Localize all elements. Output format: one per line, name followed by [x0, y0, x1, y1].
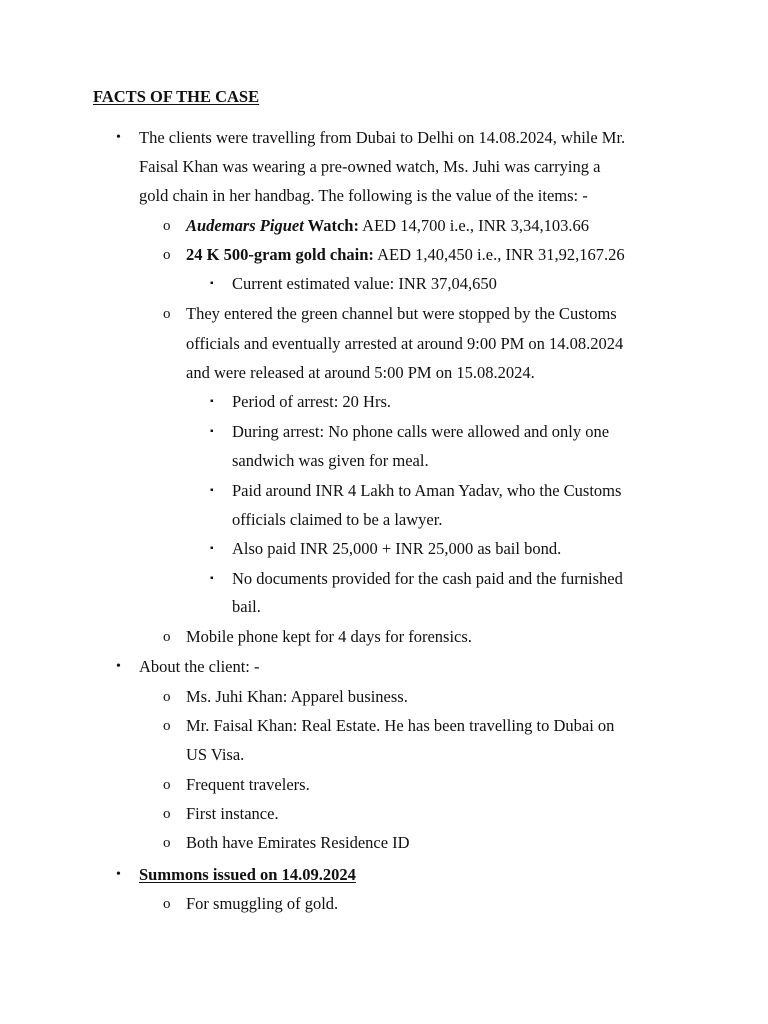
entry-line: officials and eventually arrested at around 9:00 PM on 14.08.2024 — [186, 334, 624, 353]
sub-bullet-marker: o — [163, 718, 171, 734]
sub-bullet-marker: o — [163, 247, 171, 263]
arrest-detail-line: officials claimed to be a lawyer. — [232, 510, 443, 529]
entry-line: They entered the green channel but were stopped by the Customs — [186, 304, 617, 323]
arrest-detail-line: sandwich was given for meal. — [232, 451, 429, 470]
client-detail-line: Mr. Faisal Khan: Real Estate. He has been travelling to Dubai on — [186, 716, 615, 735]
square-bullet-marker: ▪ — [210, 278, 214, 289]
client-detail-line: Both have Emirates Residence ID — [186, 833, 410, 852]
square-bullet-marker: ▪ — [210, 426, 214, 437]
client-detail-line: Frequent travelers. — [186, 775, 310, 794]
client-detail-line: First instance. — [186, 804, 279, 823]
chain-current-value: Current estimated value: INR 37,04,650 — [232, 274, 497, 293]
arrest-detail-line: bail. — [232, 597, 261, 616]
page-heading: FACTS OF THE CASE — [93, 87, 260, 106]
bullet-marker: • — [116, 659, 121, 674]
sub-bullet-marker: o — [163, 896, 171, 912]
watch-item — [186, 216, 589, 236]
watch-brand: Audemars Piguet — [186, 216, 304, 235]
chain-value: AED 1,40,450 i.e., INR 31,92,167.26 — [373, 245, 625, 264]
entry-line: and were released at around 5:00 PM on 15.08.2024. — [186, 363, 535, 382]
square-bullet-marker: ▪ — [210, 543, 214, 554]
sub-bullet-marker: o — [163, 835, 171, 851]
watch-label: Watch: — [303, 216, 359, 235]
client-detail-line: US Visa. — [186, 745, 245, 764]
summons-detail: For smuggling of gold. — [186, 894, 339, 913]
watch-value: AED 14,700 i.e., INR 3,34,103.66 — [358, 216, 590, 235]
about-client-title: About the client: - — [139, 657, 260, 676]
summons-title: Summons issued on 14.09.2024 — [139, 865, 356, 884]
case-intro-line: gold chain in her handbag. The following is the value of the items: - — [139, 186, 588, 205]
case-intro-line: Faisal Khan was wearing a pre-owned watch, Ms. Juhi was carrying a — [139, 157, 601, 176]
sub-bullet-marker: o — [163, 629, 171, 645]
sub-bullet-marker: o — [163, 306, 171, 322]
square-bullet-marker: ▪ — [210, 573, 214, 584]
chain-label: 24 K 500-gram gold chain: — [186, 245, 374, 264]
arrest-detail-line: Period of arrest: 20 Hrs. — [232, 392, 392, 411]
gold-chain-item — [186, 245, 625, 265]
sub-bullet-marker: o — [163, 806, 171, 822]
client-detail-line: Ms. Juhi Khan: Apparel business. — [186, 687, 408, 706]
arrest-detail-line: Also paid INR 25,000 + INR 25,000 as bail bond. — [232, 539, 562, 558]
arrest-detail-line: During arrest: No phone calls were allowed and only one — [232, 422, 610, 441]
square-bullet-marker: ▪ — [210, 485, 214, 496]
sub-bullet-marker: o — [163, 218, 171, 234]
arrest-detail-line: No documents provided for the cash paid and the furnished — [232, 569, 623, 588]
square-bullet-marker: ▪ — [210, 396, 214, 407]
sub-bullet-marker: o — [163, 689, 171, 705]
sub-bullet-marker: o — [163, 777, 171, 793]
phone-forensics-item: Mobile phone kept for 4 days for forensics. — [186, 627, 472, 646]
bullet-marker: • — [116, 130, 121, 145]
bullet-marker: • — [116, 867, 121, 882]
arrest-detail-line: Paid around INR 4 Lakh to Aman Yadav, who the Customs — [232, 481, 622, 500]
case-intro-line: The clients were travelling from Dubai to Delhi on 14.08.2024, while Mr. — [139, 128, 626, 147]
